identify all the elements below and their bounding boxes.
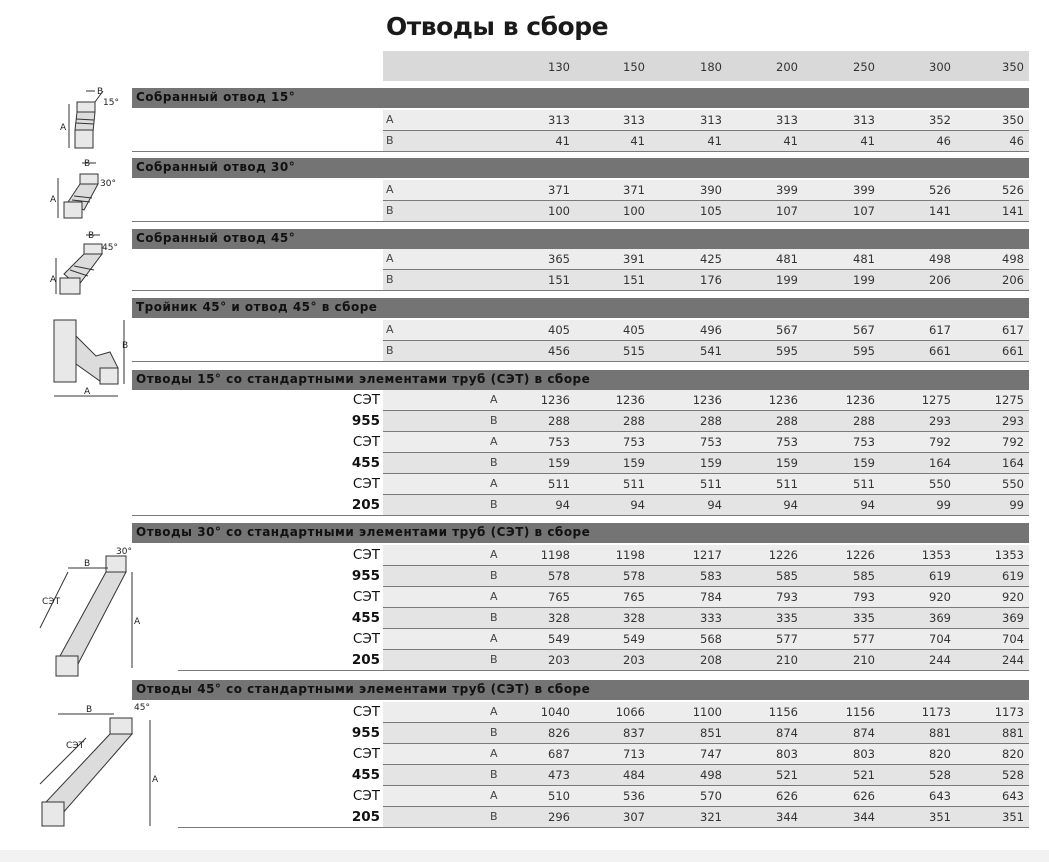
row-subtype-label: 455 xyxy=(351,610,380,626)
section-title-bar: Отводы 30° со стандартными элементами труб (СЭТ) в сборе xyxy=(132,523,1029,543)
table-cell: 583 xyxy=(700,569,722,583)
section-title-bar: Отводы 45° со стандартными элементами труб (СЭТ) в сборе xyxy=(132,680,1029,700)
row-subtype-label: СЭТ xyxy=(352,476,380,492)
table-cell: 567 xyxy=(853,323,875,337)
table-cell: 1198 xyxy=(540,548,570,562)
table-cell: 1236 xyxy=(692,393,722,407)
table-cell: 1066 xyxy=(615,705,645,719)
table-cell: 570 xyxy=(700,789,722,803)
table-cell: 369 xyxy=(929,611,951,625)
table-cell: 595 xyxy=(776,344,798,358)
table-cell: 521 xyxy=(776,768,798,782)
table-cell: 1173 xyxy=(994,705,1024,719)
table-cell: 567 xyxy=(776,323,798,337)
row-dimension-label: B xyxy=(490,456,498,469)
table-cell: 1236 xyxy=(540,393,570,407)
row-dimension-label: A xyxy=(490,477,498,490)
table-cell: 94 xyxy=(783,498,798,512)
table-cell: 105 xyxy=(700,204,722,218)
diameter-header-cell: 300 xyxy=(929,60,951,74)
row-dimension-label: B xyxy=(490,611,498,624)
table-cell: 399 xyxy=(776,183,798,197)
table-cell: 704 xyxy=(1002,632,1024,646)
table-cell: 753 xyxy=(623,435,645,449)
table-cell: 643 xyxy=(929,789,951,803)
dim-label-b: B xyxy=(122,341,129,351)
table-cell: 328 xyxy=(548,611,570,625)
row-separator xyxy=(132,361,1029,362)
table-cell: 803 xyxy=(853,747,875,761)
table-cell: 521 xyxy=(853,768,875,782)
row-dimension-label: A xyxy=(386,183,394,196)
table-cell: 626 xyxy=(776,789,798,803)
table-cell: 473 xyxy=(548,768,570,782)
table-cell: 335 xyxy=(776,611,798,625)
row-dimension-label: A xyxy=(490,393,498,406)
table-cell: 369 xyxy=(1002,611,1024,625)
diameter-header-cell: 250 xyxy=(853,60,875,74)
table-cell: 159 xyxy=(776,456,798,470)
table-cell: 585 xyxy=(853,569,875,583)
table-cell: 99 xyxy=(936,498,951,512)
row-dimension-label: B xyxy=(490,414,498,427)
table-cell: 288 xyxy=(548,414,570,428)
row-separator xyxy=(132,290,1029,291)
diameter-header-cell: 150 xyxy=(623,60,645,74)
angle-label: 30° xyxy=(100,179,116,189)
row-dimension-label: A xyxy=(490,747,498,760)
table-cell: 619 xyxy=(929,569,951,583)
set-label: СЭТ xyxy=(66,741,85,751)
table-cell: 568 xyxy=(700,632,722,646)
table-cell: 351 xyxy=(929,810,951,824)
table-cell: 753 xyxy=(700,435,722,449)
table-cell: 351 xyxy=(1002,810,1024,824)
table-cell: 293 xyxy=(929,414,951,428)
row-dimension-label: A xyxy=(386,113,394,126)
table-cell: 41 xyxy=(783,134,798,148)
table-cell: 820 xyxy=(929,747,951,761)
row-dimension-label: B xyxy=(386,273,394,286)
row-dimension-label: A xyxy=(386,323,394,336)
table-cell: 617 xyxy=(1002,323,1024,337)
table-cell: 159 xyxy=(623,456,645,470)
table-cell: 851 xyxy=(700,726,722,740)
table-cell: 1156 xyxy=(768,705,798,719)
table-cell: 208 xyxy=(700,653,722,667)
table-cell: 1040 xyxy=(540,705,570,719)
table-cell: 159 xyxy=(700,456,722,470)
table-cell: 881 xyxy=(1002,726,1024,740)
table-cell: 481 xyxy=(853,252,875,266)
table-cell: 350 xyxy=(1002,113,1024,127)
bend-30-diagram xyxy=(50,156,130,228)
angle-label: 15° xyxy=(103,98,119,108)
set-45-diagram xyxy=(36,702,161,834)
row-subtype-label: СЭТ xyxy=(352,746,380,762)
table-cell: 210 xyxy=(853,653,875,667)
row-subtype-label: СЭТ xyxy=(352,788,380,804)
section-title-bar: Собранный отвод 30° xyxy=(132,158,1029,178)
row-subtype-label: СЭТ xyxy=(352,704,380,720)
table-cell: 159 xyxy=(853,456,875,470)
table-cell: 46 xyxy=(936,134,951,148)
table-cell: 1353 xyxy=(994,548,1024,562)
row-subtype-label: 955 xyxy=(351,568,380,584)
table-cell: 313 xyxy=(623,113,645,127)
table-cell: 371 xyxy=(623,183,645,197)
table-cell: 803 xyxy=(776,747,798,761)
table-cell: 920 xyxy=(929,590,951,604)
table-cell: 405 xyxy=(548,323,570,337)
table-cell: 313 xyxy=(853,113,875,127)
table-cell: 1173 xyxy=(921,705,951,719)
table-cell: 94 xyxy=(630,498,645,512)
table-cell: 1226 xyxy=(845,548,875,562)
table-cell: 1236 xyxy=(768,393,798,407)
table-cell: 321 xyxy=(700,810,722,824)
table-cell: 643 xyxy=(1002,789,1024,803)
row-dimension-label: B xyxy=(386,344,394,357)
tee-45-diagram xyxy=(48,312,130,404)
table-cell: 920 xyxy=(1002,590,1024,604)
diameter-header-cell: 130 xyxy=(548,60,570,74)
dim-label-a: A xyxy=(134,617,141,627)
row-subtype-label: 205 xyxy=(351,652,380,668)
table-cell: 792 xyxy=(929,435,951,449)
row-separator xyxy=(178,827,1029,828)
table-cell: 1198 xyxy=(615,548,645,562)
row-subtype-label: СЭТ xyxy=(352,547,380,563)
table-cell: 100 xyxy=(623,204,645,218)
section-title-bar: Тройник 45° и отвод 45° в сборе xyxy=(132,298,1029,318)
angle-label: 45° xyxy=(134,703,150,713)
table-cell: 41 xyxy=(707,134,722,148)
table-cell: 307 xyxy=(623,810,645,824)
table-cell: 1236 xyxy=(845,393,875,407)
dim-label-a: A xyxy=(84,387,91,397)
row-subtype-label: 955 xyxy=(351,725,380,741)
row-dimension-label: A xyxy=(386,252,394,265)
table-cell: 313 xyxy=(776,113,798,127)
table-cell: 141 xyxy=(1002,204,1024,218)
row-separator xyxy=(132,151,1029,152)
table-cell: 456 xyxy=(548,344,570,358)
table-cell: 626 xyxy=(853,789,875,803)
bend-45-diagram xyxy=(50,228,130,308)
table-cell: 1275 xyxy=(994,393,1024,407)
row-dimension-label: B xyxy=(490,498,498,511)
row-separator xyxy=(132,515,1029,516)
table-cell: 244 xyxy=(1002,653,1024,667)
table-cell: 549 xyxy=(623,632,645,646)
table-cell: 793 xyxy=(776,590,798,604)
table-cell: 1353 xyxy=(921,548,951,562)
dim-label-a: A xyxy=(50,275,57,285)
table-cell: 585 xyxy=(776,569,798,583)
table-cell: 550 xyxy=(929,477,951,491)
table-cell: 333 xyxy=(700,611,722,625)
table-cell: 313 xyxy=(548,113,570,127)
table-cell: 1236 xyxy=(615,393,645,407)
table-cell: 837 xyxy=(623,726,645,740)
table-cell: 526 xyxy=(929,183,951,197)
table-cell: 661 xyxy=(929,344,951,358)
dim-label-b: B xyxy=(84,559,91,569)
row-dimension-label: B xyxy=(490,569,498,582)
table-cell: 753 xyxy=(776,435,798,449)
table-cell: 753 xyxy=(853,435,875,449)
table-cell: 481 xyxy=(776,252,798,266)
table-cell: 536 xyxy=(623,789,645,803)
table-cell: 313 xyxy=(700,113,722,127)
table-cell: 296 xyxy=(548,810,570,824)
table-cell: 1100 xyxy=(692,705,722,719)
section-title-bar: Собранный отвод 45° xyxy=(132,229,1029,249)
row-subtype-label: СЭТ xyxy=(352,589,380,605)
diameter-header-cell: 180 xyxy=(700,60,722,74)
row-dimension-label: A xyxy=(490,548,498,561)
table-cell: 753 xyxy=(548,435,570,449)
row-dimension-label: A xyxy=(490,632,498,645)
bend-15-diagram xyxy=(55,86,130,158)
table-cell: 151 xyxy=(548,273,570,287)
row-dimension-label: B xyxy=(490,768,498,781)
table-cell: 484 xyxy=(623,768,645,782)
row-subtype-label: СЭТ xyxy=(352,434,380,450)
table-cell: 199 xyxy=(776,273,798,287)
table-cell: 577 xyxy=(776,632,798,646)
table-cell: 151 xyxy=(623,273,645,287)
table-cell: 793 xyxy=(853,590,875,604)
row-separator xyxy=(132,221,1029,222)
page-title: Отводы в сборе xyxy=(386,12,609,41)
table-cell: 765 xyxy=(623,590,645,604)
dim-label-a: A xyxy=(60,123,67,133)
diameter-header-cell: 200 xyxy=(776,60,798,74)
table-cell: 687 xyxy=(548,747,570,761)
table-cell: 526 xyxy=(1002,183,1024,197)
table-cell: 577 xyxy=(853,632,875,646)
dim-label-b: B xyxy=(88,231,95,241)
set-label: СЭТ xyxy=(42,597,61,607)
table-cell: 344 xyxy=(853,810,875,824)
table-cell: 784 xyxy=(700,590,722,604)
table-cell: 1226 xyxy=(768,548,798,562)
table-cell: 391 xyxy=(623,252,645,266)
row-subtype-label: 955 xyxy=(351,413,380,429)
row-dimension-label: B xyxy=(490,726,498,739)
table-cell: 820 xyxy=(1002,747,1024,761)
table-cell: 244 xyxy=(929,653,951,667)
dim-label-a: A xyxy=(152,775,159,785)
table-cell: 425 xyxy=(700,252,722,266)
table-cell: 288 xyxy=(776,414,798,428)
table-cell: 498 xyxy=(700,768,722,782)
dim-label-a: A xyxy=(50,195,57,205)
table-cell: 498 xyxy=(1002,252,1024,266)
table-cell: 405 xyxy=(623,323,645,337)
table-cell: 1156 xyxy=(845,705,875,719)
table-cell: 510 xyxy=(548,789,570,803)
angle-label: 30° xyxy=(116,547,132,557)
section-title-bar: Собранный отвод 15° xyxy=(132,88,1029,108)
table-cell: 511 xyxy=(548,477,570,491)
row-dimension-label: A xyxy=(490,435,498,448)
row-dimension-label: B xyxy=(490,810,498,823)
table-cell: 747 xyxy=(700,747,722,761)
table-cell: 46 xyxy=(1009,134,1024,148)
table-cell: 293 xyxy=(1002,414,1024,428)
table-cell: 41 xyxy=(555,134,570,148)
table-cell: 206 xyxy=(929,273,951,287)
table-cell: 765 xyxy=(548,590,570,604)
table-cell: 528 xyxy=(929,768,951,782)
row-subtype-label: 205 xyxy=(351,809,380,825)
table-cell: 496 xyxy=(700,323,722,337)
table-cell: 511 xyxy=(853,477,875,491)
row-dimension-label: A xyxy=(490,590,498,603)
table-cell: 874 xyxy=(853,726,875,740)
table-cell: 511 xyxy=(700,477,722,491)
page-bottom-edge xyxy=(0,850,1049,862)
table-cell: 206 xyxy=(1002,273,1024,287)
set-30-diagram xyxy=(38,544,141,684)
table-cell: 94 xyxy=(707,498,722,512)
table-cell: 94 xyxy=(555,498,570,512)
section-title-bar: Отводы 15° со стандартными элементами труб (СЭТ) в сборе xyxy=(132,370,1029,390)
table-cell: 199 xyxy=(853,273,875,287)
table-cell: 390 xyxy=(700,183,722,197)
table-cell: 511 xyxy=(623,477,645,491)
row-dimension-label: B xyxy=(386,204,394,217)
table-cell: 498 xyxy=(929,252,951,266)
dim-label-b: B xyxy=(86,705,93,715)
table-cell: 515 xyxy=(623,344,645,358)
table-cell: 595 xyxy=(853,344,875,358)
angle-label: 45° xyxy=(102,243,118,253)
table-cell: 203 xyxy=(623,653,645,667)
table-cell: 288 xyxy=(853,414,875,428)
row-dimension-label: A xyxy=(490,705,498,718)
table-cell: 881 xyxy=(929,726,951,740)
table-cell: 541 xyxy=(700,344,722,358)
table-cell: 107 xyxy=(776,204,798,218)
dim-label-b: B xyxy=(97,87,104,97)
table-cell: 176 xyxy=(700,273,722,287)
table-cell: 344 xyxy=(776,810,798,824)
table-cell: 99 xyxy=(1009,498,1024,512)
table-cell: 164 xyxy=(1002,456,1024,470)
table-cell: 1217 xyxy=(692,548,722,562)
table-cell: 210 xyxy=(776,653,798,667)
table-cell: 399 xyxy=(853,183,875,197)
table-cell: 141 xyxy=(929,204,951,218)
table-cell: 661 xyxy=(1002,344,1024,358)
table-cell: 704 xyxy=(929,632,951,646)
table-cell: 328 xyxy=(623,611,645,625)
table-cell: 159 xyxy=(548,456,570,470)
row-separator xyxy=(178,670,1029,671)
table-cell: 288 xyxy=(700,414,722,428)
table-cell: 288 xyxy=(623,414,645,428)
row-subtype-label: СЭТ xyxy=(352,631,380,647)
table-cell: 550 xyxy=(1002,477,1024,491)
table-cell: 617 xyxy=(929,323,951,337)
table-cell: 511 xyxy=(776,477,798,491)
table-cell: 874 xyxy=(776,726,798,740)
table-cell: 826 xyxy=(548,726,570,740)
table-cell: 107 xyxy=(853,204,875,218)
diameter-header-cell: 350 xyxy=(1002,60,1024,74)
table-cell: 371 xyxy=(548,183,570,197)
row-subtype-label: СЭТ xyxy=(352,392,380,408)
table-cell: 1275 xyxy=(921,393,951,407)
table-cell: 94 xyxy=(860,498,875,512)
table-cell: 164 xyxy=(929,456,951,470)
table-cell: 41 xyxy=(630,134,645,148)
row-dimension-label: B xyxy=(490,653,498,666)
table-cell: 549 xyxy=(548,632,570,646)
table-cell: 203 xyxy=(548,653,570,667)
table-cell: 713 xyxy=(623,747,645,761)
table-cell: 365 xyxy=(548,252,570,266)
table-cell: 352 xyxy=(929,113,951,127)
row-dimension-label: A xyxy=(490,789,498,802)
table-cell: 792 xyxy=(1002,435,1024,449)
row-subtype-label: 455 xyxy=(351,767,380,783)
table-cell: 335 xyxy=(853,611,875,625)
table-cell: 100 xyxy=(548,204,570,218)
table-cell: 528 xyxy=(1002,768,1024,782)
dim-label-b: B xyxy=(84,159,91,169)
table-cell: 578 xyxy=(548,569,570,583)
row-subtype-label: 205 xyxy=(351,497,380,513)
table-cell: 578 xyxy=(623,569,645,583)
row-subtype-label: 455 xyxy=(351,455,380,471)
row-dimension-label: B xyxy=(386,134,394,147)
table-cell: 619 xyxy=(1002,569,1024,583)
table-cell: 41 xyxy=(860,134,875,148)
